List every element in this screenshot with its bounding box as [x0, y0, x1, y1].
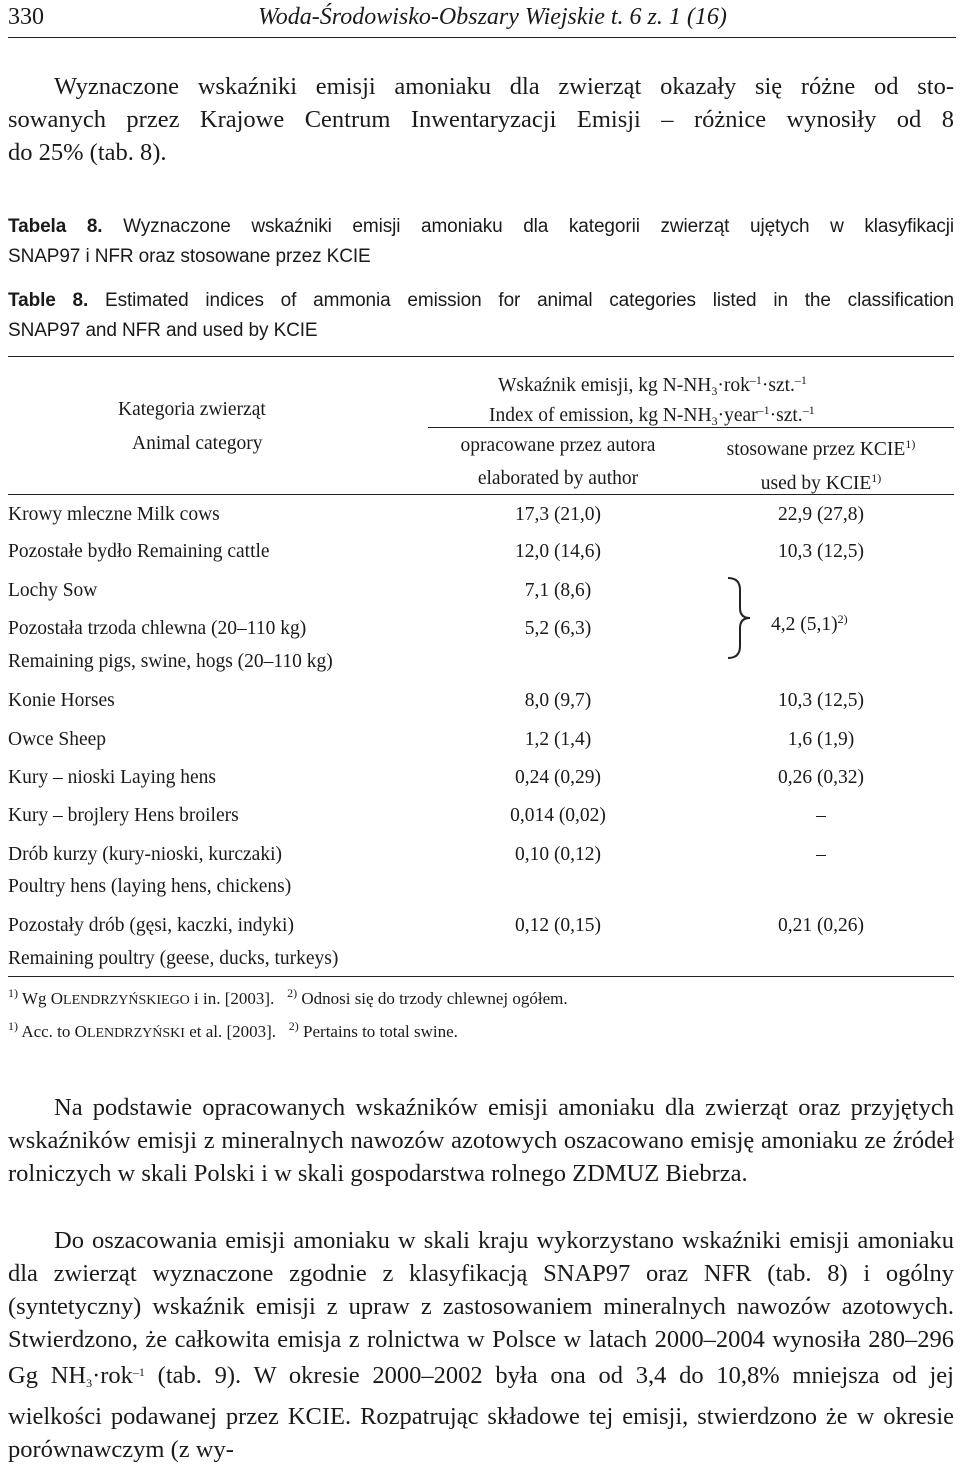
- row-category: Kury – brojlery Hens broilers: [8, 805, 239, 826]
- row-category: Krowy mleczne Milk cows: [8, 504, 220, 525]
- table-bottom-rule: [8, 976, 954, 977]
- running-header: [8, 4, 952, 34]
- intro-line: sowanych przez Krajowe Centrum Inwentaryzacji Emisji – różnice wynosiły od 8: [8, 106, 954, 133]
- head-index-pl: Wskaźnik emisji, kg $N-NH_3\cdot rok^{-1}\cdot szt.^{-1}$: [498, 373, 807, 398]
- row-kcie: 0,26 (0,32): [777, 767, 865, 788]
- row-category: Pozostały drób (gęsi, kaczki, indyki): [8, 915, 294, 936]
- row-author: 0,24 (0,29): [514, 767, 602, 788]
- footnote-en: $^{1)}$ Acc. to OLENDRZYŃSKI et al. [2003]. $^{2)}$ Pertains to total swine.: [8, 1019, 458, 1041]
- row-author: 0,014 (0,02): [510, 805, 606, 826]
- journal-title: Woda-Środowisko-Obszary Wiejskie t. 6 z. 1 (16): [258, 4, 727, 30]
- footnote-pl: $^{1)}$ Wg OLENDRZYŃSKIEGO i in. [2003]. $^{2)}$ Odnosi się do trzody chlewnej ogółem.: [8, 986, 568, 1008]
- intro-line: do 25% (tab. 8).: [8, 139, 167, 166]
- row-kcie: –: [816, 844, 826, 865]
- row-kcie: 1,6 (1,9): [787, 729, 855, 750]
- caption-text: Wyznaczone wskaźniki emisji amoniaku dla kategorii zwierząt ujętych w klasyfikacji: [123, 216, 954, 237]
- row-category: Lochy Sow: [8, 580, 98, 601]
- row-author: 0,12 (0,15): [514, 915, 602, 936]
- caption-label: Table 8.: [8, 290, 89, 311]
- row-category: Konie Horses: [8, 690, 115, 711]
- row-author: 8,0 (9,7): [524, 690, 592, 711]
- head-kcie-en: used by KCIE$^{1)}$: [760, 471, 882, 494]
- head-category-pl: Kategoria zwierząt: [118, 399, 266, 420]
- row-author: 5,2 (6,3): [524, 618, 592, 639]
- header-subrule: [428, 427, 954, 428]
- head-category-en: Animal category: [132, 433, 263, 454]
- row-category: Pozostałe bydło Remaining cattle: [8, 541, 270, 562]
- row-author: 12,0 (14,6): [514, 541, 602, 562]
- row-category-en: Remaining pigs, swine, hogs (20–110 kg): [8, 651, 333, 672]
- row-author: 17,3 (21,0): [514, 504, 602, 525]
- table-top-rule: [8, 356, 954, 357]
- header-rule: [8, 37, 956, 38]
- header-bottom-rule: [8, 494, 954, 495]
- row-author: 1,2 (1,4): [524, 729, 592, 750]
- table-caption-pl: [8, 212, 954, 272]
- page-number: 330: [8, 4, 44, 30]
- head-author-pl: opracowane przez autora: [460, 435, 656, 456]
- intro-paragraph: [8, 70, 954, 169]
- body-paragraph-2: Do oszacowania emisji amoniaku w skali kraju wykorzystano wskaźniki emisji amoniaku dla zwierząt wyznaczone zgodnie z klasyfikacją SNAP97 oraz NFR (tab. 8) i ogólny (syntetyczny) wskaźnik emisji z upraw z zastosowaniem mineralnych nawozów azotowych. Stwierdzono, że całkowita emisja z rolnictwa w Polsce w latach 2000–2004 wynosiła 280–296 Gg $NH_3\cdot rok^{-1}$ (tab. 9). W okresie 2000–2002 była ona od 3,4 do 10,8% mniejsza od jej wielkości podawanej przez KCIE. Rozpatrując składowe tej emisji, stwierdzono że w okresie porównawczym (z wy-: [8, 1227, 954, 1463]
- row-kcie: 22,9 (27,8): [777, 504, 865, 525]
- head-kcie-pl: stosowane przez KCIE$^{1)}$: [726, 437, 916, 460]
- caption-text: SNAP97 and NFR and used by KCIE: [8, 320, 318, 341]
- row-kcie: 0,21 (0,26): [777, 915, 865, 936]
- row-category: Kury – nioski Laying hens: [8, 767, 216, 788]
- right-brace-icon: [724, 576, 754, 660]
- intro-line: Wyznaczone wskaźniki emisji amoniaku dla zwierząt okazały się różne od sto-: [54, 73, 954, 100]
- row-category-en: Remaining poultry (geese, ducks, turkeys): [8, 948, 339, 969]
- row-kcie: 10,3 (12,5): [777, 541, 865, 562]
- row-category: Owce Sheep: [8, 729, 107, 750]
- caption-text: Estimated indices of ammonia emission for animal categories listed in the classification: [105, 290, 954, 311]
- table-caption-en: [8, 286, 954, 346]
- head-author-en: elaborated by author: [477, 468, 639, 489]
- caption-text: SNAP97 i NFR oraz stosowane przez KCIE: [8, 246, 371, 267]
- head-index-en: Index of emission, kg $N-NH_3\cdot year^{-1}\cdot szt.^{-1}$: [489, 403, 815, 428]
- row-kcie: –: [816, 805, 826, 826]
- row-category: Pozostała trzoda chlewna (20–110 kg): [8, 618, 307, 639]
- row-author: 0,10 (0,12): [514, 844, 602, 865]
- row-kcie: 10,3 (12,5): [777, 690, 865, 711]
- row-category-en: Poultry hens (laying hens, chickens): [8, 876, 292, 897]
- pig-kcie-value: 4,2 $(5,1)^{2)}$: [771, 612, 848, 635]
- body-paragraph-1: Na podstawie opracowanych wskaźników emisji amoniaku dla zwierząt oraz przyjętych wskaźników emisji z mineralnych nawozów azotowych oszacowano emisję amoniaku ze źródeł rolniczych w skali Polski i w skali gospodarstwa rolnego ZDMUZ Biebrza.: [8, 1094, 954, 1187]
- row-author: 7,1 (8,6): [524, 580, 592, 601]
- row-category: Drób kurzy (kury-nioski, kurczaki): [8, 844, 282, 865]
- caption-label: Tabela 8.: [8, 216, 103, 237]
